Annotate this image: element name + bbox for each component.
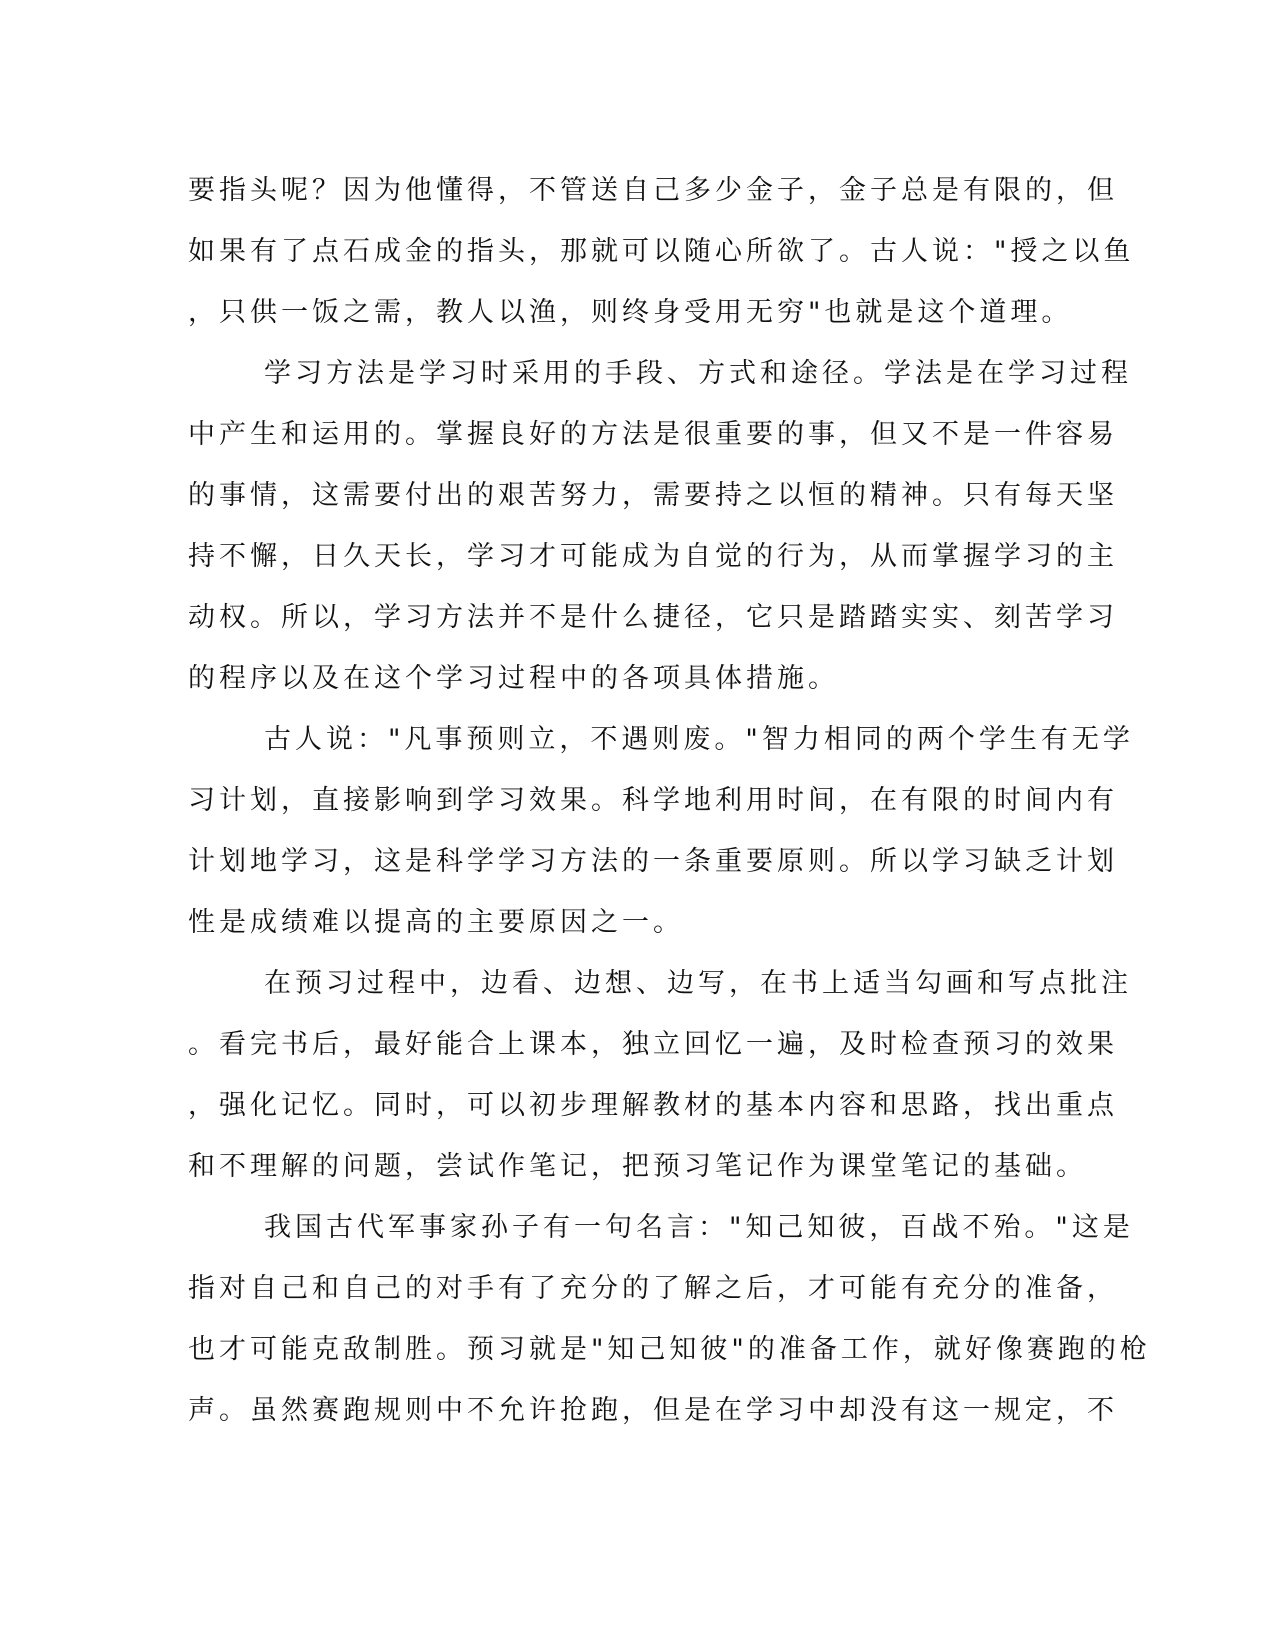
text-line: 的程序以及在这个学习过程中的各项具体措施。 <box>188 663 839 694</box>
paragraph-first-line: 学习方法是学习时采用的手段、方式和途径。学法是在学习过程 <box>264 358 1132 389</box>
text-line: 中产生和运用的。掌握良好的方法是很重要的事，但又不是一件容易 <box>188 419 1118 450</box>
text-line: 如果有了点石成金的指头，那就可以随心所欲了。古人说："授之以鱼 <box>188 236 1135 267</box>
text-line: 指对自己和自己的对手有了充分的了解之后，才可能有充分的准备， <box>188 1273 1118 1304</box>
text-line: 要指头呢？因为他懂得，不管送自己多少金子，金子总是有限的，但 <box>188 175 1118 206</box>
text-line: 的事情，这需要付出的艰苦努力，需要持之以恒的精神。只有每天坚 <box>188 480 1118 511</box>
text-line: 持不懈，日久天长，学习才可能成为自觉的行为，从而掌握学习的主 <box>188 541 1118 572</box>
text-line: 。看完书后，最好能合上课本，独立回忆一遍，及时检查预习的效果 <box>188 1029 1118 1060</box>
text-line: 和不理解的问题，尝试作笔记，把预习笔记作为课堂笔记的基础。 <box>188 1151 1087 1182</box>
paragraph-first-line: 在预习过程中，边看、边想、边写，在书上适当勾画和写点批注 <box>264 968 1132 999</box>
text-line: 计划地学习，这是科学学习方法的一条重要原则。所以学习缺乏计划 <box>188 846 1118 877</box>
text-line: 声。虽然赛跑规则中不允许抢跑，但是在学习中却没有这一规定，不 <box>188 1395 1118 1426</box>
paragraph-first-line: 古人说："凡事预则立，不遇则废。"智力相同的两个学生有无学 <box>264 724 1134 755</box>
text-line: 动权。所以，学习方法并不是什么捷径，它只是踏踏实实、刻苦学习 <box>188 602 1118 633</box>
text-line: 也才可能克敌制胜。预习就是"知己知彼"的准备工作，就好像赛跑的枪 <box>188 1334 1151 1365</box>
paragraph-first-line: 我国古代军事家孙子有一句名言："知己知彼，百战不殆。"这是 <box>264 1212 1134 1243</box>
text-line: 习计划，直接影响到学习效果。科学地利用时间，在有限的时间内有 <box>188 785 1118 816</box>
body-text <box>188 160 1151 1441</box>
text-line: ，强化记忆。同时，可以初步理解教材的基本内容和思路，找出重点 <box>188 1090 1118 1121</box>
text-line: 性是成绩难以提高的主要原因之一。 <box>188 907 684 938</box>
text-line: ，只供一饭之需，教人以渔，则终身受用无穷"也就是这个道理。 <box>188 297 1073 328</box>
